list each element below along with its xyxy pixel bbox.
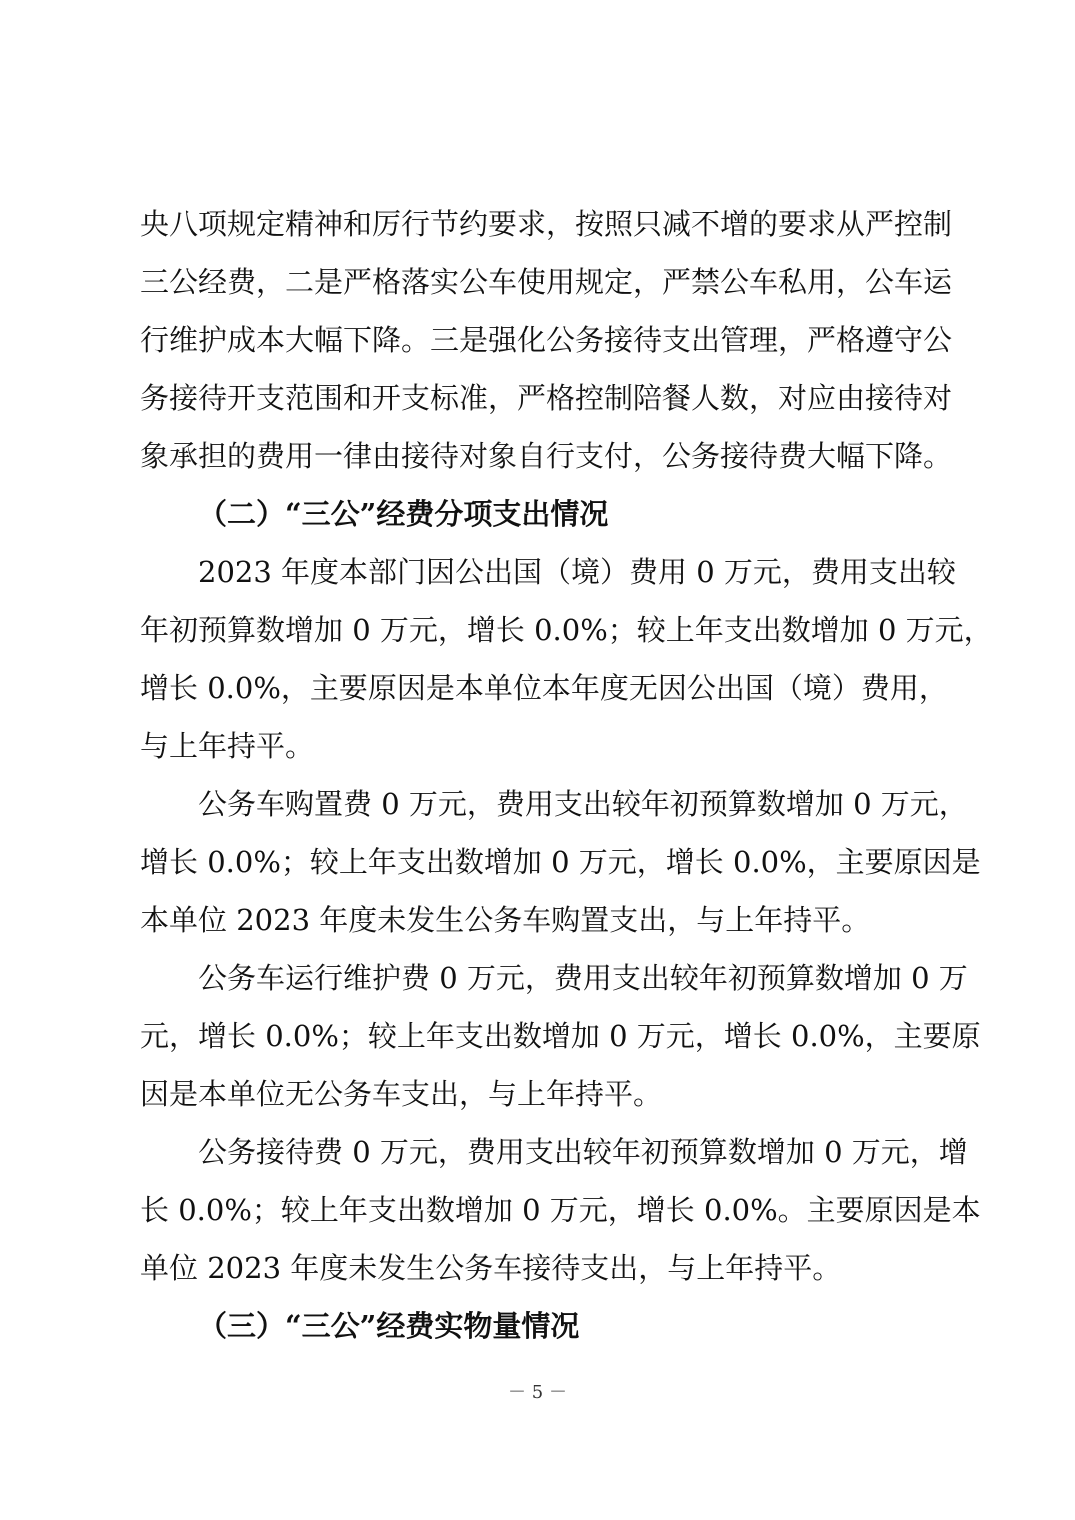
text-line: 央八项规定精神和厉行节约要求，按照只减不增的要求从严控制 <box>140 207 953 241</box>
text-line: 2023 年度本部门因公出国（境）费用 0 万元，费用支出较 <box>198 555 956 589</box>
text-line: 公务车购置费 0 万元，费用支出较年初预算数增加 0 万元， <box>198 787 968 821</box>
section-heading-2: （二）“三公”经费分项支出情况 <box>198 497 609 531</box>
text-line: 增长 0.0%；较上年支出数增加 0 万元，增长 0.0%，主要原因是 <box>140 845 981 879</box>
text-line: 长 0.0%；较上年支出数增加 0 万元，增长 0.0%。主要原因是本 <box>140 1193 981 1227</box>
text-line: 因是本单位无公务车支出，与上年持平。 <box>140 1077 663 1111</box>
document-body <box>140 195 993 1355</box>
paragraph-overseas-travel <box>140 543 993 775</box>
text-line: 行维护成本大幅下降。三是强化公务接待支出管理，严格遵守公 <box>140 323 953 357</box>
text-line: 公务车运行维护费 0 万元，费用支出较年初预算数增加 0 万 <box>198 961 968 995</box>
paragraph-vehicle-maintenance <box>140 949 981 1123</box>
text-line: 务接待开支范围和开支标准，严格控制陪餐人数，对应由接待对 <box>140 381 953 415</box>
text-line: 三公经费，二是严格落实公车使用规定，严禁公车私用，公车运 <box>140 265 953 299</box>
text-line: 增长 0.0%，主要原因是本单位本年度无因公出国（境）费用， <box>140 671 948 705</box>
text-line: 元，增长 0.0%；较上年支出数增加 0 万元，增长 0.0%，主要原 <box>140 1019 981 1053</box>
paragraph-reception <box>140 1123 981 1297</box>
page-number: － 5 － <box>508 1382 567 1403</box>
text-line: 单位 2023 年度未发生公务车接待支出，与上年持平。 <box>140 1251 842 1285</box>
text-line: 与上年持平。 <box>140 729 315 763</box>
text-line: 年初预算数增加 0 万元，增长 0.0%；较上年支出数增加 0 万元， <box>140 613 993 647</box>
paragraph-continuation <box>140 195 953 485</box>
text-line: 本单位 2023 年度未发生公务车购置支出，与上年持平。 <box>140 903 871 937</box>
text-line: 象承担的费用一律由接待对象自行支付，公务接待费大幅下降。 <box>140 439 953 473</box>
section-heading-3: （三）“三公”经费实物量情况 <box>198 1309 580 1343</box>
text-line: 公务接待费 0 万元，费用支出较年初预算数增加 0 万元，增 <box>198 1135 968 1169</box>
paragraph-vehicle-purchase <box>140 775 981 949</box>
